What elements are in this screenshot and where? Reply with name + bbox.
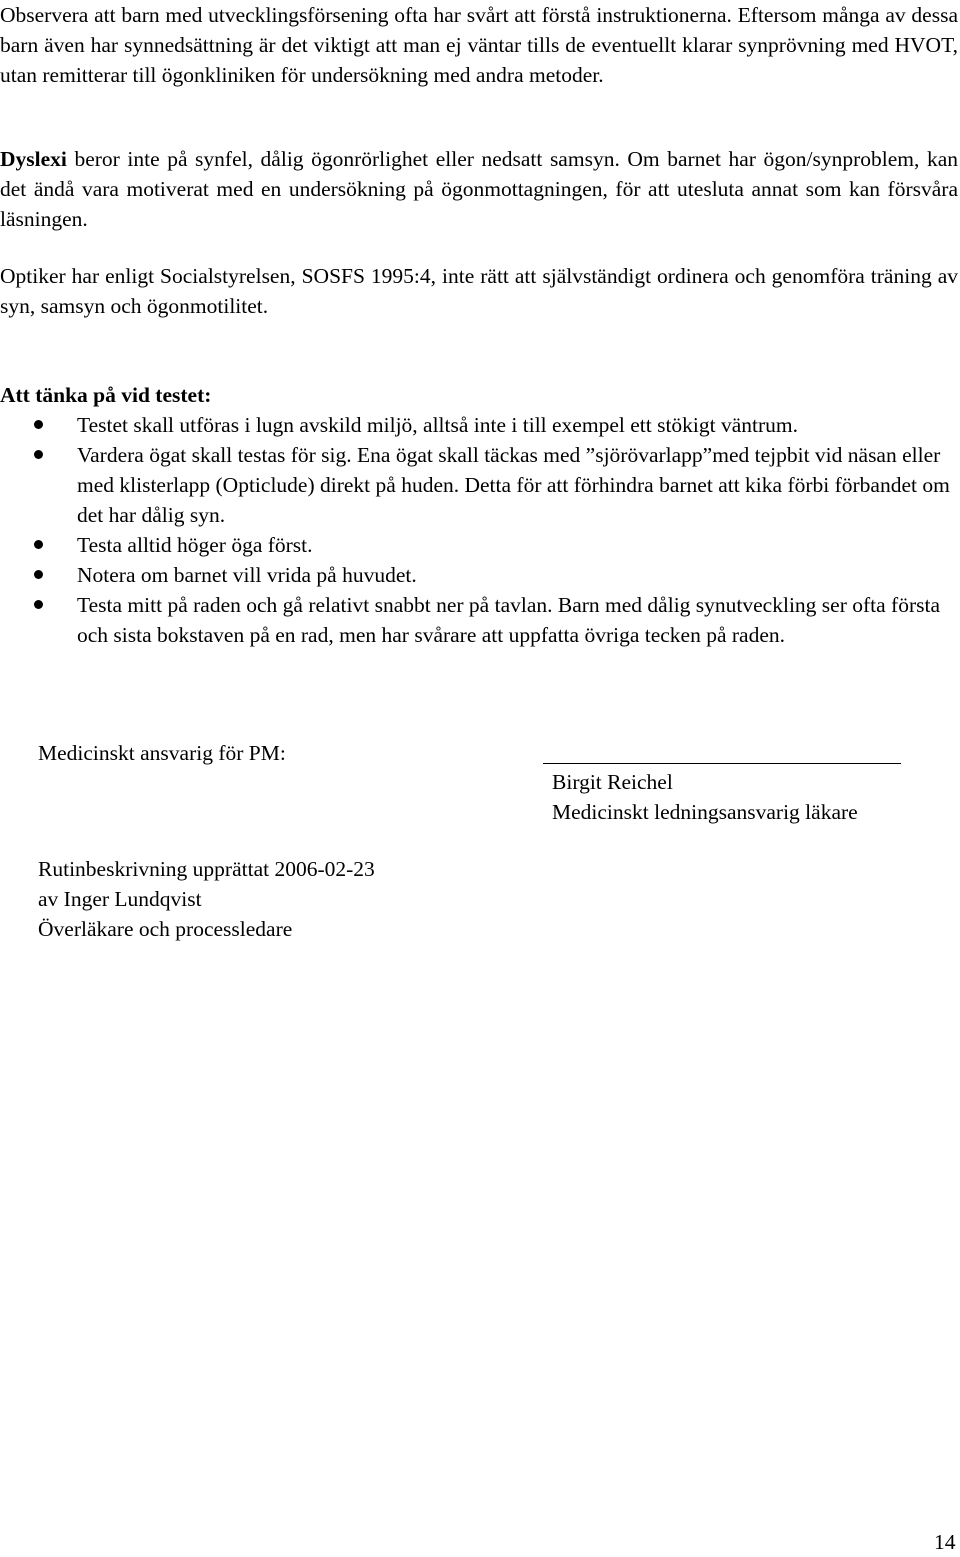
page-number: 14 xyxy=(934,1530,956,1554)
dyslexi-term: Dyslexi xyxy=(0,147,67,171)
signer-title: Medicinskt ledningsansvarig läkare xyxy=(552,800,858,824)
list-item xyxy=(0,530,957,560)
bullet-icon xyxy=(34,420,43,429)
checklist xyxy=(0,410,958,650)
list-item-text: Testa mitt på raden och gå relativt snabbt ner på tavlan. Barn med dålig synutveckling ser ofta första och sista bokstaven på en rad, men har svårare att uppfatta övriga tecken på raden. xyxy=(77,593,940,647)
dyslexi-paragraph xyxy=(0,144,958,234)
signature-label: Medicinskt ansvarig för PM: xyxy=(38,741,286,765)
dyslexi-text: beror inte på synfel, dålig ögonrörlighet eller nedsatt samsyn. Om barnet har ögon/synproblem, kan det ändå vara motiverat med en undersökning på ögonmottagningen, för att utesluta annat som kan försvåra läsningen. xyxy=(0,147,958,231)
bullet-icon xyxy=(34,570,43,579)
bullet-icon xyxy=(34,600,43,609)
list-item xyxy=(0,440,957,530)
footer-author: av Inger Lundqvist xyxy=(38,887,202,911)
signer-name: Birgit Reichel xyxy=(552,770,673,794)
footer-date: Rutinbeskrivning upprättat 2006-02-23 xyxy=(38,857,375,881)
list-item xyxy=(0,410,957,440)
bullet-icon xyxy=(34,450,43,459)
intro-paragraph: Observera att barn med utvecklingsförsening ofta har svårt att förstå instruktionerna. Eftersom många av dessa barn även har synnedsättning är det viktigt att man ej väntar tills de eventuellt klarar synprövning med HVOT, utan remitterar till ögonkliniken för undersökning med andra metoder. xyxy=(0,3,958,87)
list-item-text: Testa alltid höger öga först. xyxy=(77,533,313,557)
list-item-text: Testet skall utföras i lugn avskild miljö, alltså inte i till exempel ett stökigt väntrum. xyxy=(77,413,799,437)
document-footer xyxy=(38,854,375,944)
bullet-icon xyxy=(34,540,43,549)
list-item xyxy=(0,560,957,590)
list-item-text: Vardera ögat skall testas för sig. Ena ögat skall täckas med ”sjörövarlapp”med tejpbit vid näsan eller med klisterlapp (Opticlude) direkt på huden. Detta för att förhindra barnet att kika förbi förbandet om det har dålig syn. xyxy=(77,443,950,527)
list-item-text: Notera om barnet vill vrida på huvudet. xyxy=(77,563,417,587)
signature-block xyxy=(552,767,858,827)
footer-role: Överläkare och processledare xyxy=(38,917,293,941)
signature-line xyxy=(543,763,901,764)
checklist-heading: Att tänka på vid testet: xyxy=(0,383,212,407)
optiker-paragraph: Optiker har enligt Socialstyrelsen, SOSFS 1995:4, inte rätt att självständigt ordinera och genomföra träning av syn, samsyn och ögonmotilitet. xyxy=(0,264,958,318)
list-item xyxy=(0,590,957,650)
